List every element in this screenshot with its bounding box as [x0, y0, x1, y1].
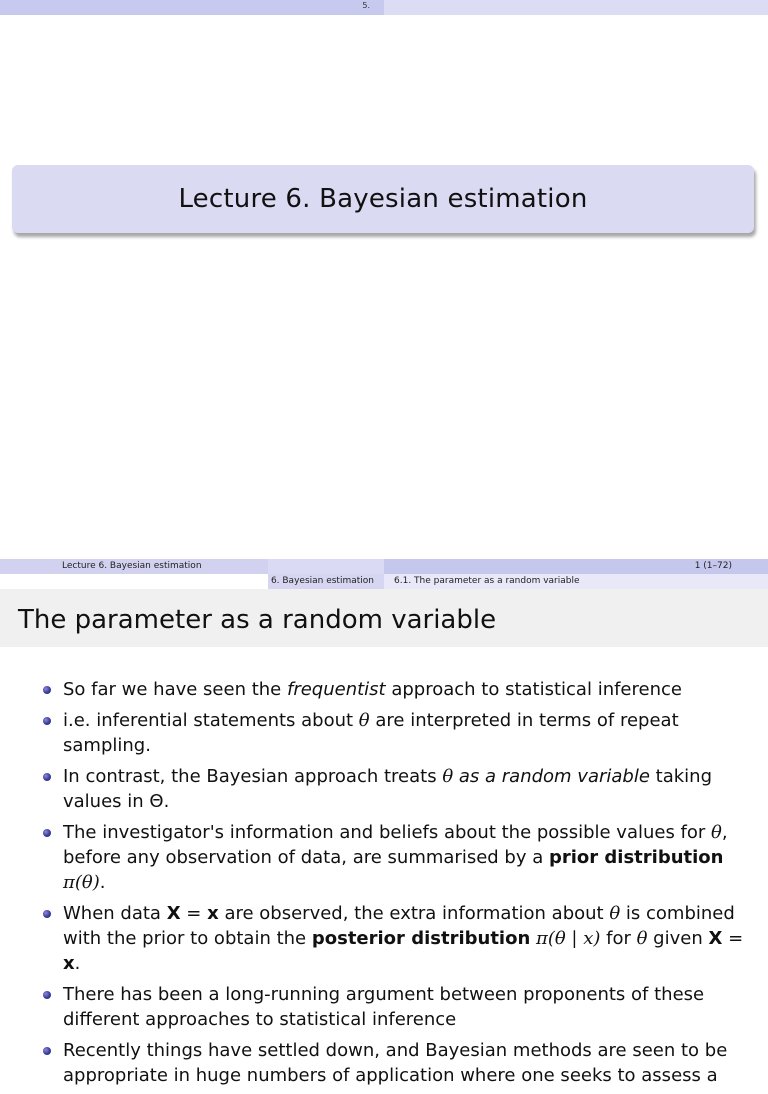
bullet-icon — [43, 773, 51, 781]
bullet-text: When data — [63, 903, 167, 924]
bullet-text: approach to statistical inference — [385, 679, 682, 700]
bullet-icon — [43, 910, 51, 918]
bullet-icon — [43, 991, 51, 999]
list-item — [0, 901, 768, 976]
list-item — [0, 764, 768, 814]
bullet-text: taking values in Θ. — [63, 766, 712, 812]
math-bold-symbol: X — [166, 903, 181, 924]
section-link[interactable]: 6. Bayesian estimation — [270, 576, 374, 586]
list-item — [0, 677, 768, 702]
header-left-segment — [0, 0, 384, 15]
bullet-text: . — [99, 872, 106, 893]
math-bold-symbol: x — [207, 903, 219, 924]
math-bold-symbol: X — [708, 928, 723, 949]
bullet-text: given — [647, 928, 709, 949]
section-nav-blank — [0, 574, 268, 589]
list-item — [0, 820, 768, 895]
bullet-text: , before any observation of data, are summarised by a — [63, 822, 728, 868]
math-symbol: θ — [358, 710, 370, 731]
list-item — [0, 708, 768, 758]
list-item — [0, 982, 768, 1032]
header-nav-bar — [0, 0, 768, 15]
bullet-text: The investigator's information and beliefs about the possible values for — [63, 822, 712, 843]
list-item — [0, 1038, 768, 1088]
header-right-segment — [384, 0, 768, 15]
math-expression: π(θ) — [63, 872, 100, 893]
bullet-text: . — [74, 953, 81, 974]
bullet-text: = — [180, 903, 208, 924]
math-bold-symbol: x — [63, 953, 75, 974]
bullet-emphasis: frequentist — [286, 679, 386, 700]
bullet-text: is combined with the prior to obtain the — [63, 903, 735, 949]
bullet-icon — [43, 1047, 51, 1055]
bullet-bold: posterior distribution — [311, 928, 531, 949]
math-expression: π(θ | x) — [536, 928, 601, 949]
footer-middle-segment — [268, 559, 384, 574]
header-page-number: 5. — [362, 1, 370, 10]
bullet-icon — [43, 829, 51, 837]
footer-page-segment — [384, 559, 768, 574]
frame-title-bar — [0, 589, 768, 647]
footer-bar — [0, 559, 768, 574]
bullet-text: are observed, the extra information about — [218, 903, 610, 924]
math-symbol: θ — [442, 766, 454, 787]
bullet-text: = — [722, 928, 744, 949]
bullet-text: There has been a long-running argument between proponents of these different approaches to statistical inference — [63, 984, 705, 1030]
bullet-text: So far we have seen the — [63, 679, 287, 700]
footer-lecture-title: Lecture 6. Bayesian estimation — [62, 561, 202, 571]
bullet-text: Recently things have settled down, and Bayesian methods are seen to be appropriate in huge numbers of application where one seeks to assess a — [63, 1040, 728, 1086]
bullet-text: are interpreted in terms of repeat sampling. — [63, 710, 679, 756]
footer-page-number: 1 (1–72) — [694, 561, 732, 571]
footer-lecture-segment — [0, 559, 268, 574]
frame-title: The parameter as a random variable — [18, 605, 497, 635]
section-nav-bar — [0, 574, 768, 589]
math-symbol: θ — [636, 928, 648, 949]
bullet-icon — [43, 686, 51, 694]
math-symbol: θ — [609, 903, 621, 924]
bullet-text: i.e. inferential statements about — [63, 710, 359, 731]
bullet-text: for — [600, 928, 637, 949]
bullet-icon — [43, 717, 51, 725]
bullet-list — [0, 677, 768, 1094]
section-nav-section[interactable] — [268, 574, 384, 589]
bullet-text: In contrast, the Bayesian approach treats — [63, 766, 443, 787]
section-nav-subsection[interactable] — [384, 574, 768, 589]
title-block — [12, 165, 754, 233]
bullet-bold: prior distribution — [548, 847, 724, 868]
lecture-title: Lecture 6. Bayesian estimation — [178, 184, 588, 214]
bullet-emphasis: as a random variable — [458, 766, 650, 787]
subsection-link[interactable]: 6.1. The parameter as a random variable — [394, 576, 580, 586]
math-symbol: θ — [711, 822, 722, 843]
